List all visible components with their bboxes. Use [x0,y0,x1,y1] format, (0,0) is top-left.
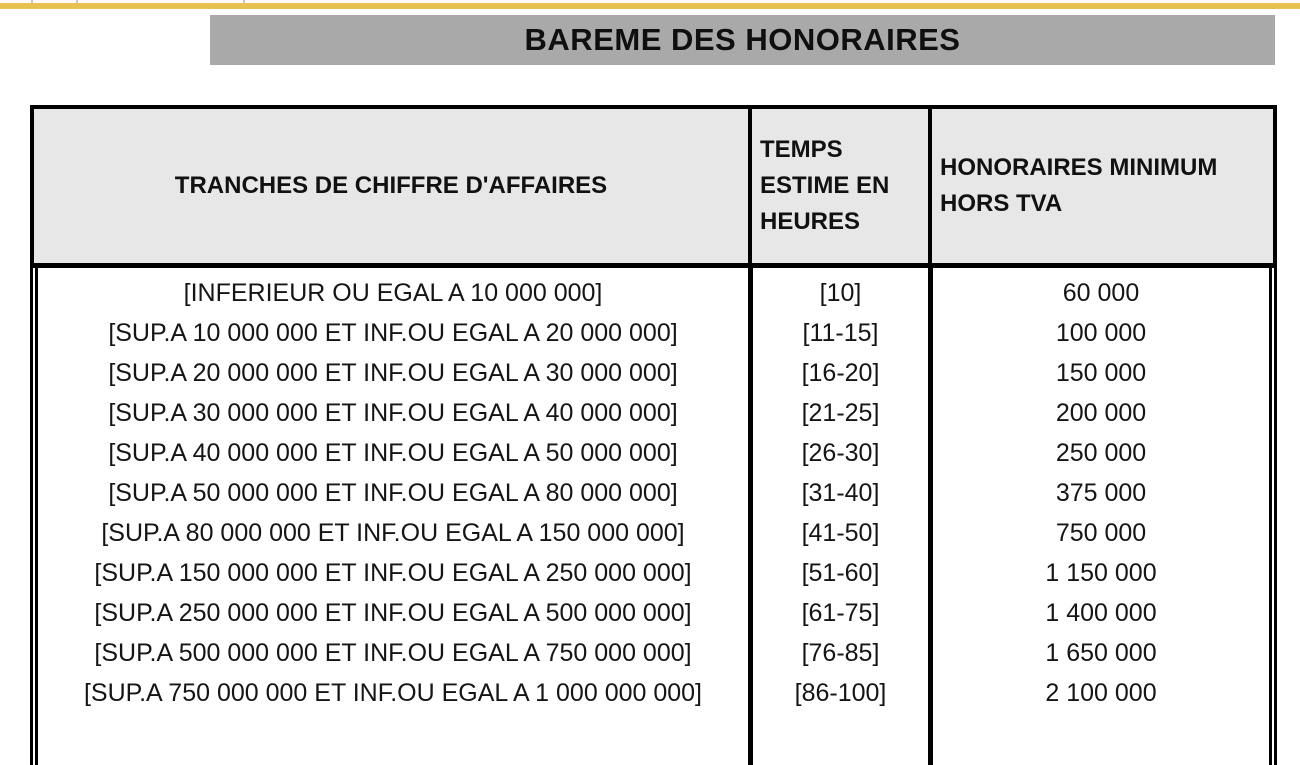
table-cell: 375 000 [1055,479,1147,507]
table-cell: [16-20] [801,359,880,387]
table-cell: 1 400 000 [1045,599,1157,627]
column-header-label: HONORAIRES MINIMUM HORS TVA [940,154,1218,217]
table-cell: [11-15] [802,319,879,347]
table-cell: [SUP.A 30 000 000 ET INF.OU EGAL A 40 000 000] [108,399,678,427]
title-banner [210,15,1275,65]
column-header-label: TEMPS ESTIME EN HEURES [760,136,890,235]
table-cell: [SUP.A 20 000 000 ET INF.OU EGAL A 30 000 000] [108,359,678,387]
column-header-honoraires-minimum [932,109,1273,263]
table-cell: [INFERIEUR OU EGAL A 10 000 000] [183,279,603,307]
table-cell: [76-85] [801,639,880,667]
table-cell: 100 000 [1055,319,1147,347]
table-cell: [51-60] [801,559,880,587]
table-cell: 150 000 [1055,359,1147,387]
page-title: BAREME DES HONORAIRES [524,22,961,57]
table-cell: [SUP.A 80 000 000 ET INF.OU EGAL A 150 000 000] [101,519,685,547]
body-col-tranches [38,268,753,765]
table-cell: [SUP.A 750 000 000 ET INF.OU EGAL A 1 000 000 000] [83,679,703,707]
table-cell: [SUP.A 50 000 000 ET INF.OU EGAL A 80 000 000] [108,479,678,507]
column-header-tranches [34,109,752,263]
table-cell: [SUP.A 40 000 000 ET INF.OU EGAL A 50 000 000] [108,439,678,467]
table-cell: 60 000 [1062,279,1140,307]
top-accent-rule [0,3,1300,9]
table-cell: 250 000 [1055,439,1147,467]
table-header-row [30,105,1277,268]
table-cell: [26-30] [801,439,880,467]
table-cell: [SUP.A 500 000 000 ET INF.OU EGAL A 750 000 000] [94,639,692,667]
table-cell: [SUP.A 250 000 000 ET INF.OU EGAL A 500 000 000] [94,599,692,627]
body-col-temps [753,268,933,765]
column-header-temps-estime [752,109,932,263]
table-cell: [21-25] [801,399,880,427]
table-cell: [SUP.A 150 000 000 ET INF.OU EGAL A 250 000 000] [94,559,692,587]
table-cell: 2 100 000 [1045,679,1157,707]
table-cell: 200 000 [1055,399,1147,427]
table-cell: 1 150 000 [1045,559,1157,587]
table-cell: [86-100] [794,679,887,707]
table-cell: [SUP.A 10 000 000 ET INF.OU EGAL A 20 000 000] [108,319,678,347]
table-cell: [61-75] [801,599,880,627]
column-header-label: TRANCHES DE CHIFFRE D'AFFAIRES [174,172,608,199]
table-body [30,268,1277,765]
table-cell: [41-50] [801,519,880,547]
table-cell: [10] [819,279,862,307]
body-col-honoraires [933,268,1269,765]
table-cell: 1 650 000 [1045,639,1157,667]
table-cell: [31-40] [801,479,880,507]
table-cell: 750 000 [1055,519,1147,547]
